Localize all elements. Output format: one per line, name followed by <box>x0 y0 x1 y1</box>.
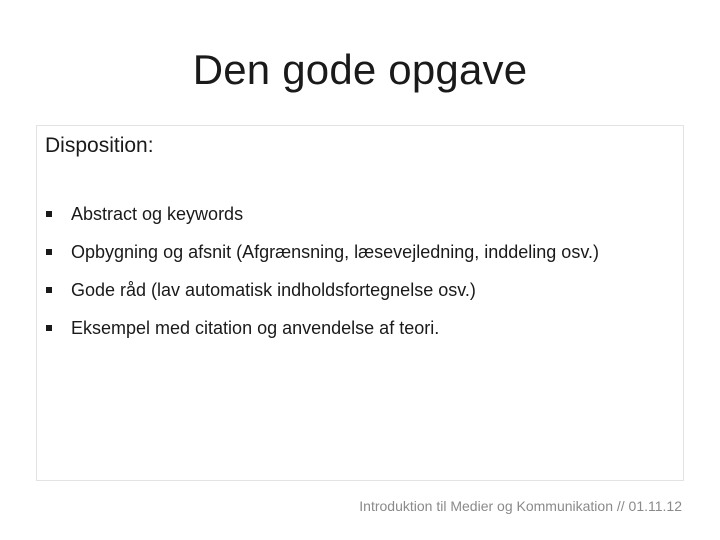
square-bullet-icon <box>46 325 52 331</box>
square-bullet-icon <box>46 211 52 217</box>
slide-footer: Introduktion til Medier og Kommunikation // 01.11.12 <box>359 498 682 514</box>
bullet-text: Opbygning og afsnit (Afgrænsning, læsevejledning, inddeling osv.) <box>71 242 599 262</box>
bullet-text: Gode råd (lav automatisk indholdsfortegnelse osv.) <box>71 280 476 300</box>
content-heading: Disposition: <box>45 134 154 157</box>
bullet-item <box>37 236 685 268</box>
slide-title: Den gode opgave <box>192 46 528 93</box>
content-box <box>36 125 684 481</box>
bullet-text: Eksempel med citation og anvendelse af teori. <box>71 318 440 338</box>
bullet-list <box>37 198 685 350</box>
bullet-item <box>37 274 685 306</box>
bullet-text: Abstract og keywords <box>71 204 244 224</box>
bullet-item <box>37 312 685 344</box>
square-bullet-icon <box>46 287 52 293</box>
bullet-item <box>37 198 685 230</box>
square-bullet-icon <box>46 249 52 255</box>
